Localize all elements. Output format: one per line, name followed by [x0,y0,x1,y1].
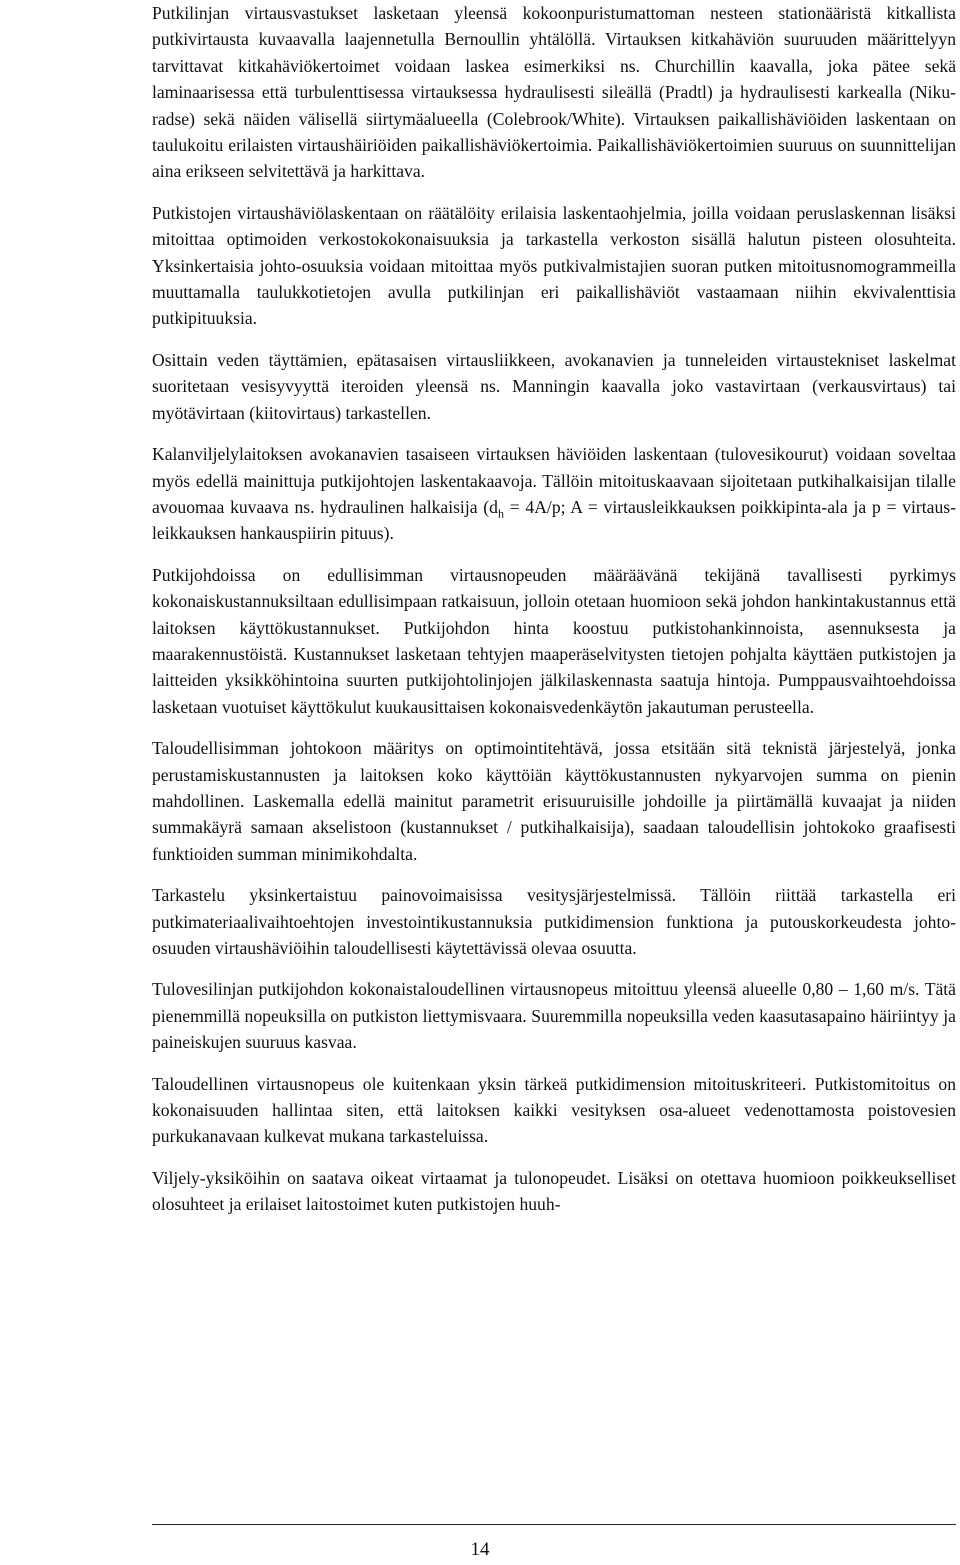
paragraph-friction-losses: Putkilinjan virtausvastukset lasketaan yleensä kokoonpuristumattoman nesteen stationääristä kitkallista putkivirtausta kuvaavalla laajennetulla Bernoullin yhtälöllä. Virtauksen kitkahäviön suuruuden määrittelyyn tarvittavat kitkahäviökertoimet voidaan laskea esimerkiksi ns. Churchillin kaavalla, joka pätee sekä laminaarisessa että turbulenttisessa virtauksessa hydraulisesti sileällä (Pradtl) ja hydraulisesti karkealla (Nikuradse) sekä näiden välisellä siirtymäalueella (Colebrook/White). Virtauksen paikallishäviöiden laskentaan on taulukoitu erilaisten virtaushäiriöiden paikallishäviökertoimia. Paikallishäviökertoimien suuruus on suunnittelijan aina erikseen selvitettävä ja harkittava. [152,3,956,182]
paragraph-hydraulic-diameter [152,441,956,547]
paragraph-open-channels: Osittain veden täyttämien, epätasaisen virtausliikkeen, avokanavien ja tunneleiden virtaustekniset laskelmat suoritetaan vesisyvyyttä iteroiden yleensä ns. Manningin kaavalla joko vastavirtaan (verkausvirtaus) tai myötävirtaan (kiitovirtaus) tarkastellen. [152,349,956,423]
document-body [152,0,956,1233]
page-number: 14 [470,1539,490,1560]
hydraulic-subscript: h [497,506,504,521]
paragraph-gravity-systems: Tarkastelu yksinkertaistuu painovoimaisissa vesitysjärjestelmissä. Tällöin riittää tarkastella eri putkimateriaalivaihtoehtojen investointikustannuksia putkidimension funktiona ja putouskorkeudesta johto-osuuden virtaushäviöihin taloudellisesti käytettävissä olevaa osuutta. [152,885,956,958]
paragraph-inflow-velocity: Tulovesilinjan putkijohdon kokonaistaloudellinen virtausnopeus mitoittuu yleensä alueelle 0,80 – 1,60 m/s. Tätä pienemmillä nopeuksilla on putkiston liettymisvaara. Suuremmilla nopeuksilla veden kaasutasapaino häiriintyy ja paineiskujen suuruus kasvaa. [152,979,956,1053]
footer-divider [152,1524,956,1525]
paragraph-economic-velocity: Putkijohdoissa on edullisimman virtausnopeuden määräävänä tekijänä tavallisesti pyrkimys kokonaiskustannuksiltaan edullisimpaan ratkaisuun, jolloin otetaan huomioon sekä johdon hankintakustannus että laitoksen käyttökustannukset. Putkijohdon hinta koostuu putkistohankinnoista, asennuksesta ja maarakennustöistä. Kustannukset lasketaan tehtyjen maaperäselvitysten tietojen pohjalta käyttäen putkistojen ja laitteiden yksikköhintoina suurten putkijohtolinjojen jälkilaskennasta saatuja hintoja. Pumppausvaihtoehdoissa lasketaan vuotuiset käyttökulut kuukausittaisen kokonaisvedenkäytön jakautuman perusteella. [152,564,956,717]
hydraulic-text-after: = 4A/p; A = virtausleikkauksen poikkipinta-ala ja p = virtausleikkauksen hankauspiirin pituus). [152,496,956,544]
hydraulic-text-before: Kalanviljelylaitoksen avokanavien tasaiseen virtauksen häviöiden laskentaan (tulovesikourut) voidaan soveltaa myös edellä mainittuja putkijohtojen laskentakaavoja. Tällöin mitoituskaavaan sijoitetaan putkihalkaisijan tilalle avouomaa kuvaava ns. hydraulinen halkaisija (d [152,444,956,517]
paragraph-calculation-software: Putkistojen virtaushäviölaskentaan on räätälöity erilaisia laskentaohjelmia, joilla voidaan peruslaskennan lisäksi mitoittaa optimoiden verkostokokonaisuuksia ja tarkastella verkoston sisällä halutun pisteen olosuhteita. Yksinkertaisia johto-osuuksia voidaan mitoittaa myös putkivalmistajien suoran putken mitoitusnomogrammeilla muuttamalla taulukkotietojen avulla putkilinjan eri paikallishäviöt vastaamaan niihin ekvivalenttisia putkipituuksia. [152,202,956,329]
paragraph-dimension-criteria: Taloudellinen virtausnopeus ole kuitenkaan yksin tärkeä putkidimension mitoituskriteeri. Putkistomitoitus on kokonaisuuden hallintaa siten, että laitoksen kaikki vesityksen osa-alueet vedenottamosta poistovesien purkukanavaan kulkevat mukana tarkasteluissa. [152,1073,956,1147]
paragraph-cultivation-units: Viljely-yksiköihin on saatava oikeat virtaamat ja tulonopeudet. Lisäksi on otettava huomioon poikkeukselliset olosuhteet ja erilaiset laitostoimet kuten putkistojen huuh- [152,1167,956,1215]
paragraph-optimization: Taloudellisimman johtokoon määritys on optimointitehtävä, jossa etsitään sitä teknistä järjestelyä, jonka perustamiskustannusten ja laitoksen koko käyttöiän käyttökustannusten nykyarvojen summa on pienin mahdollinen. Laskemalla edellä mainitut parametrit erisuuruisille johdoille ja piirtämällä kuvaajat ja niiden summakäyrä samaan akselistoon (kustannukset / putkihalkaisija), saadaan taloudellisin johtokoko graafisesti funktioiden summan minimikohdalta. [152,738,956,864]
